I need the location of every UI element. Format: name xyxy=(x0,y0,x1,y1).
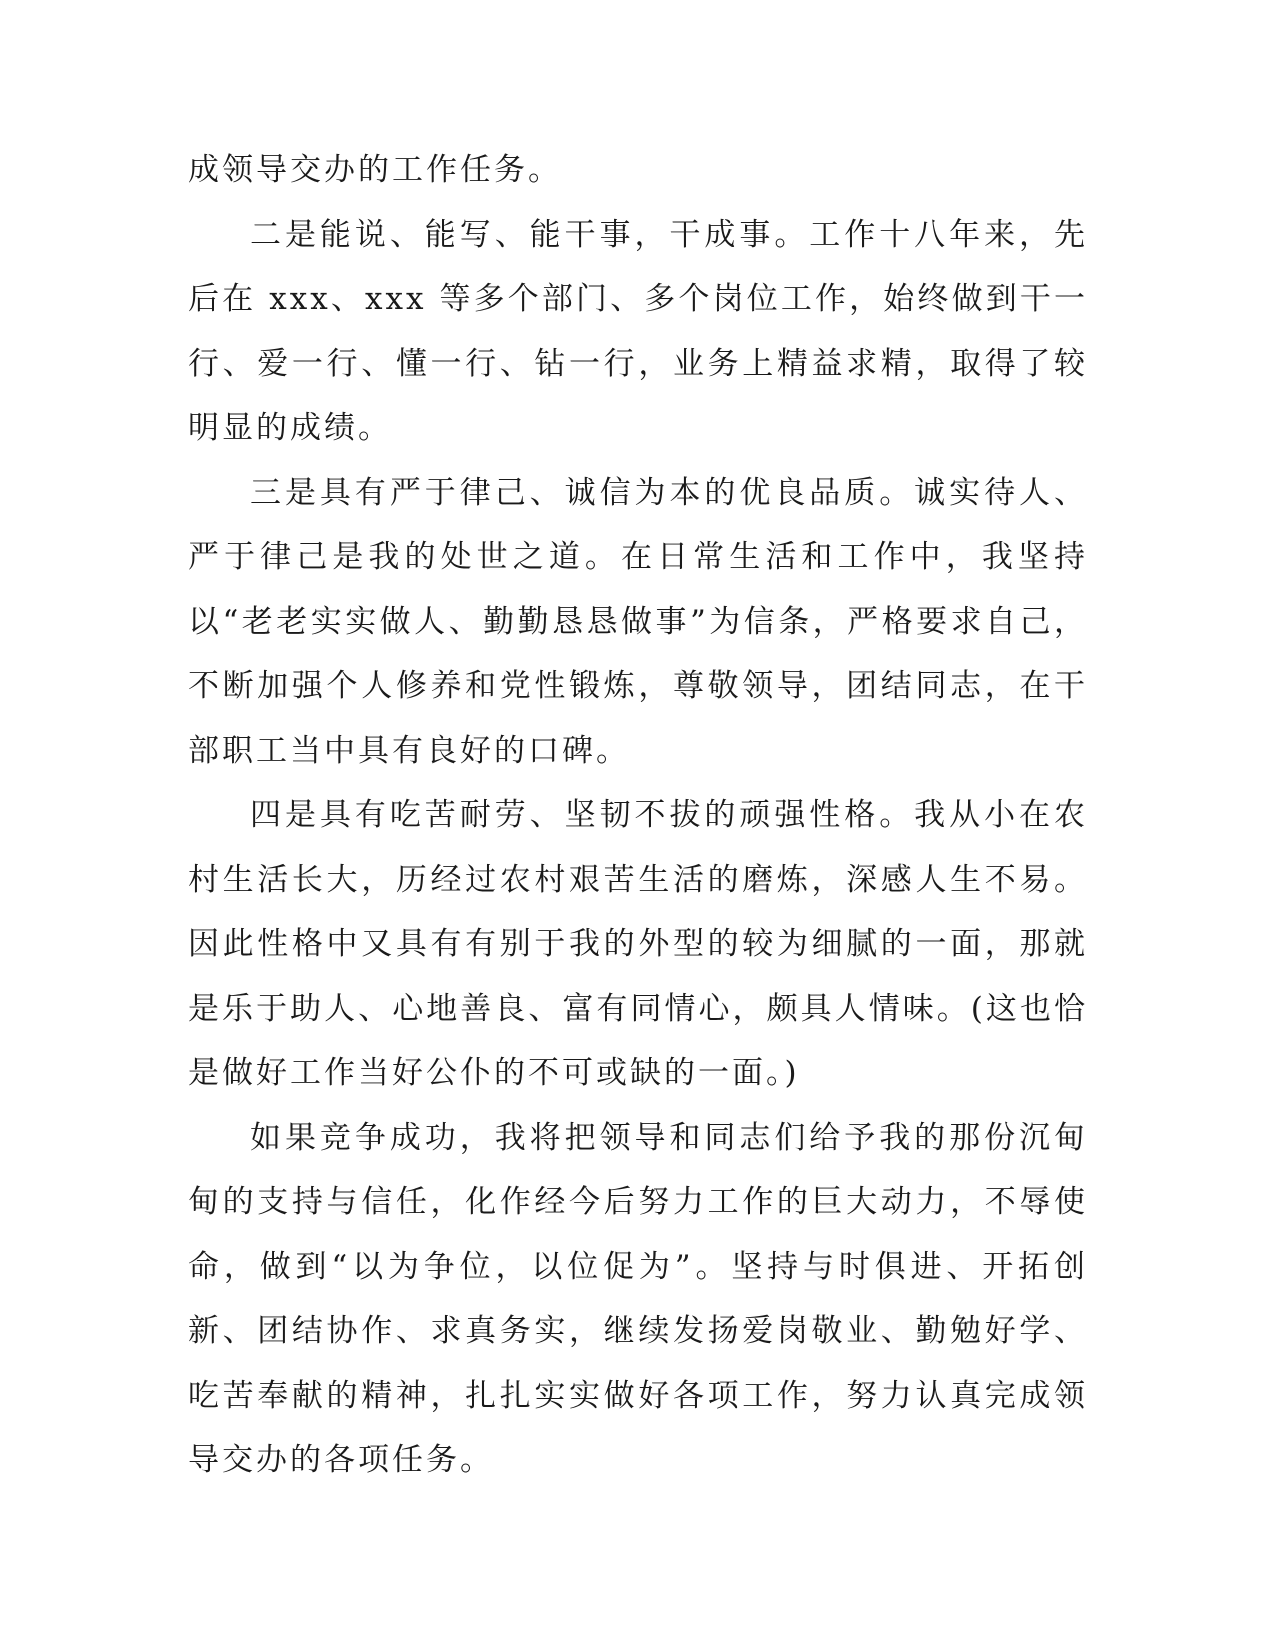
paragraph-perseverance: 四是具有吃苦耐劳、坚韧不拔的顽强性格。我从小在农村生活长大，历经过农村艰苦生活的磨炼，深感人生不易。因此性格中又具有有别于我的外型的较为细腻的一面，那就是乐于助人、心地善良、富有同情心，颇具人情味。(这也恰是做好工作当好公仆的不可或缺的一面。) xyxy=(188,797,1088,1091)
document-body xyxy=(188,138,1088,1493)
paragraph-commitment: 如果竞争成功，我将把领导和同志们给予我的那份沉甸甸的支持与信任，化作经今后努力工作的巨大动力，不辱使命，做到“以为争位，以位促为”。坚持与时俱进、开拓创新、团结协作、求真务实，继续发扬爱岗敬业、勤勉好学、吃苦奉献的精神，扎扎实实做好各项工作，努力认真完成领导交办的各项任务。 xyxy=(188,1119,1088,1478)
paragraph-abilities: 二是能说、能写、能干事，干成事。工作十八年来，先后在 xxx、xxx 等多个部门、多个岗位工作，始终做到干一行、爱一行、懂一行、钻一行，业务上精益求精，取得了较明显的成绩。 xyxy=(188,216,1088,446)
paragraph-character: 三是具有严于律己、诚信为本的优良品质。诚实待人、严于律己是我的处世之道。在日常生活和工作中，我坚持以“老老实实做人、勤勤恳恳做事”为信条，严格要求自己，不断加强个人修养和党性锻炼，尊敬领导，团结同志，在干部职工当中具有良好的口碑。 xyxy=(188,474,1088,769)
paragraph-continuation: 成领导交办的工作任务。 xyxy=(188,152,562,188)
